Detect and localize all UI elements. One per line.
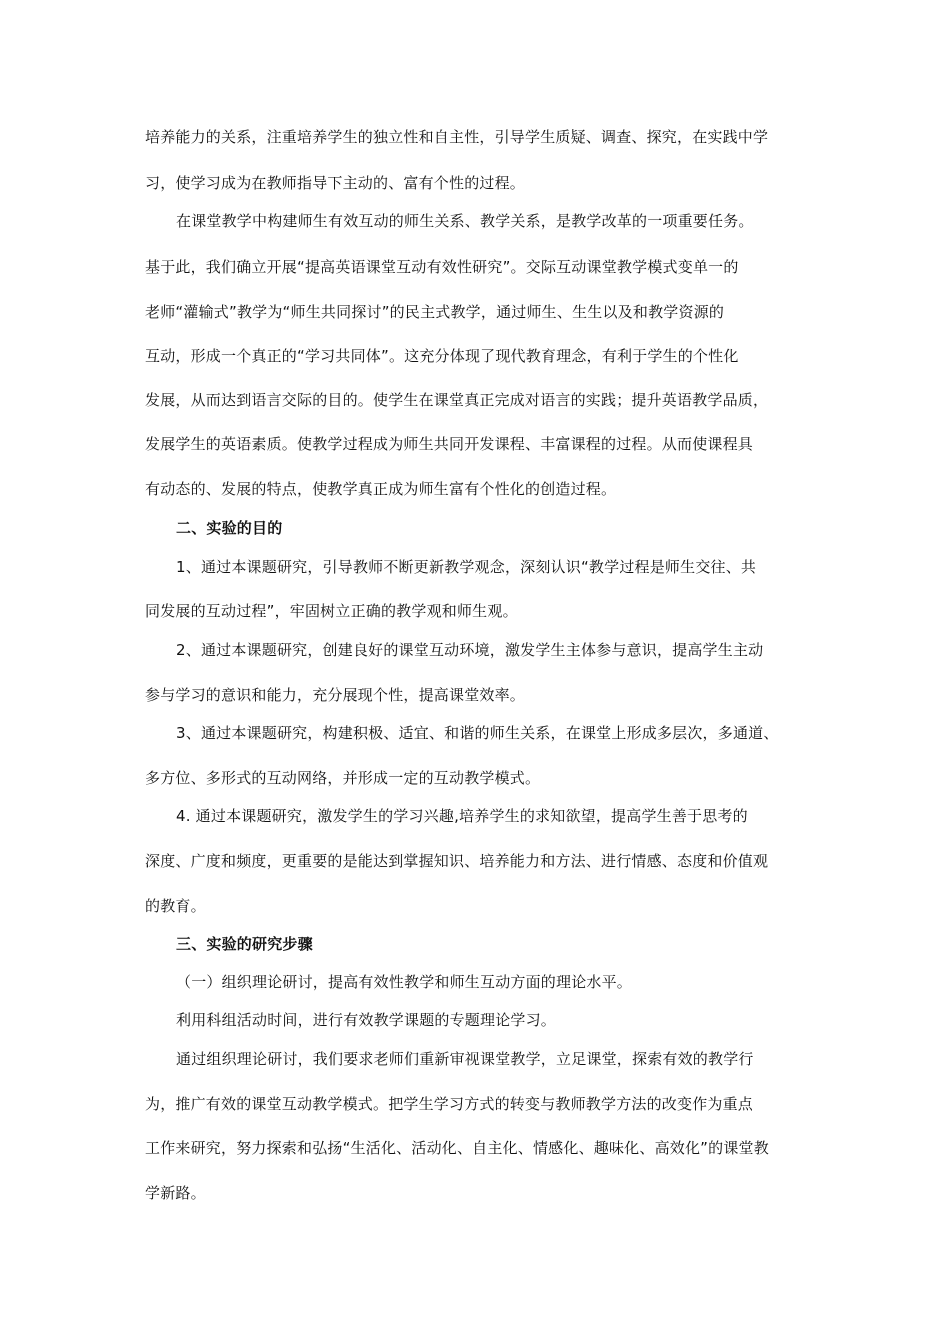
para-4-line-4: 学新路。 bbox=[145, 1184, 206, 1202]
para-2-line-4: 互动，形成一个真正的“学习共同体”。这充分体现了现代教育理念，有利于学生的个性化 bbox=[145, 347, 739, 365]
para-4-line-1: 通过组织理论研讨，我们要求老师们重新审视课堂教学，立足课堂，探索有效的教学行 bbox=[176, 1050, 754, 1068]
para-4-line-3: 工作来研究，努力探索和弘扬“生活化、活动化、自主化、情感化、趣味化、高效化”的课堂教 bbox=[145, 1139, 769, 1157]
para-2-line-3: 老师“灌输式”教学为“师生共同探讨”的民主式教学，通过师生、生生以及和教学资源的 bbox=[145, 303, 725, 321]
item-4-line-3: 的教育。 bbox=[145, 897, 206, 915]
para-2-line-1: 在课堂教学中构建师生有效互动的师生关系、教学关系，是教学改革的一项重要任务。 bbox=[176, 212, 754, 230]
para-4-line-2: 为，推广有效的课堂互动教学模式。把学生学习方式的转变与教师教学方法的改变作为重点 bbox=[145, 1095, 754, 1113]
section-heading-2: 二、实验的目的 bbox=[176, 519, 283, 537]
item-4-line-1: 4. 通过本课题研究，激发学生的学习兴趣,培养学生的求知欲望，提高学生善于思考的 bbox=[176, 807, 748, 825]
para-1-line-2: 习，使学习成为在教师指导下主动的、富有个性的过程。 bbox=[145, 174, 526, 192]
item-1-line-2: 同发展的互动过程”，牢固树立正确的教学观和师生观。 bbox=[145, 602, 518, 620]
para-2-line-5: 发展，从而达到语言交际的目的。使学生在课堂真正完成对语言的实践；提升英语教学品质， bbox=[145, 391, 769, 409]
subsection-heading-1: （一）组织理论研讨，提高有效性教学和师生互动方面的理论水平。 bbox=[176, 973, 633, 991]
item-3-line-2: 多方位、多形式的互动网络，并形成一定的互动教学模式。 bbox=[145, 769, 541, 787]
item-3-line-1: 3、通过本课题研究，构建积极、适宜、和谐的师生关系，在课堂上形成多层次，多通道、 bbox=[176, 724, 779, 742]
item-2-line-1: 2、通过本课题研究，创建良好的课堂互动环境，激发学生主体参与意识，提高学生主动 bbox=[176, 641, 764, 659]
item-2-line-2: 参与学习的意识和能力，充分展现个性，提高课堂效率。 bbox=[145, 686, 526, 704]
item-1-line-1: 1、通过本课题研究，引导教师不断更新教学观念，深刻认识“教学过程是师生交往、共 bbox=[176, 558, 757, 576]
para-3-line-1: 利用科组活动时间，进行有效教学课题的专题理论学习。 bbox=[176, 1011, 557, 1029]
para-2-line-6: 发展学生的英语素质。使教学过程成为师生共同开发课程、丰富课程的过程。从而使课程具 bbox=[145, 435, 754, 453]
section-heading-3: 三、实验的研究步骤 bbox=[176, 935, 313, 953]
para-2-line-7: 有动态的、发展的特点，使教学真正成为师生富有个性化的创造过程。 bbox=[145, 480, 617, 498]
item-4-line-2: 深度、广度和频度，更重要的是能达到掌握知识、培养能力和方法、进行情感、态度和价值观 bbox=[145, 852, 769, 870]
para-2-line-2: 基于此，我们确立开展“提高英语课堂互动有效性研究”。交际互动课堂教学模式变单一的 bbox=[145, 258, 739, 276]
para-1-line-1: 培养能力的关系，注重培养学生的独立性和自主性，引导学生质疑、调查、探究，在实践中学 bbox=[145, 128, 769, 146]
